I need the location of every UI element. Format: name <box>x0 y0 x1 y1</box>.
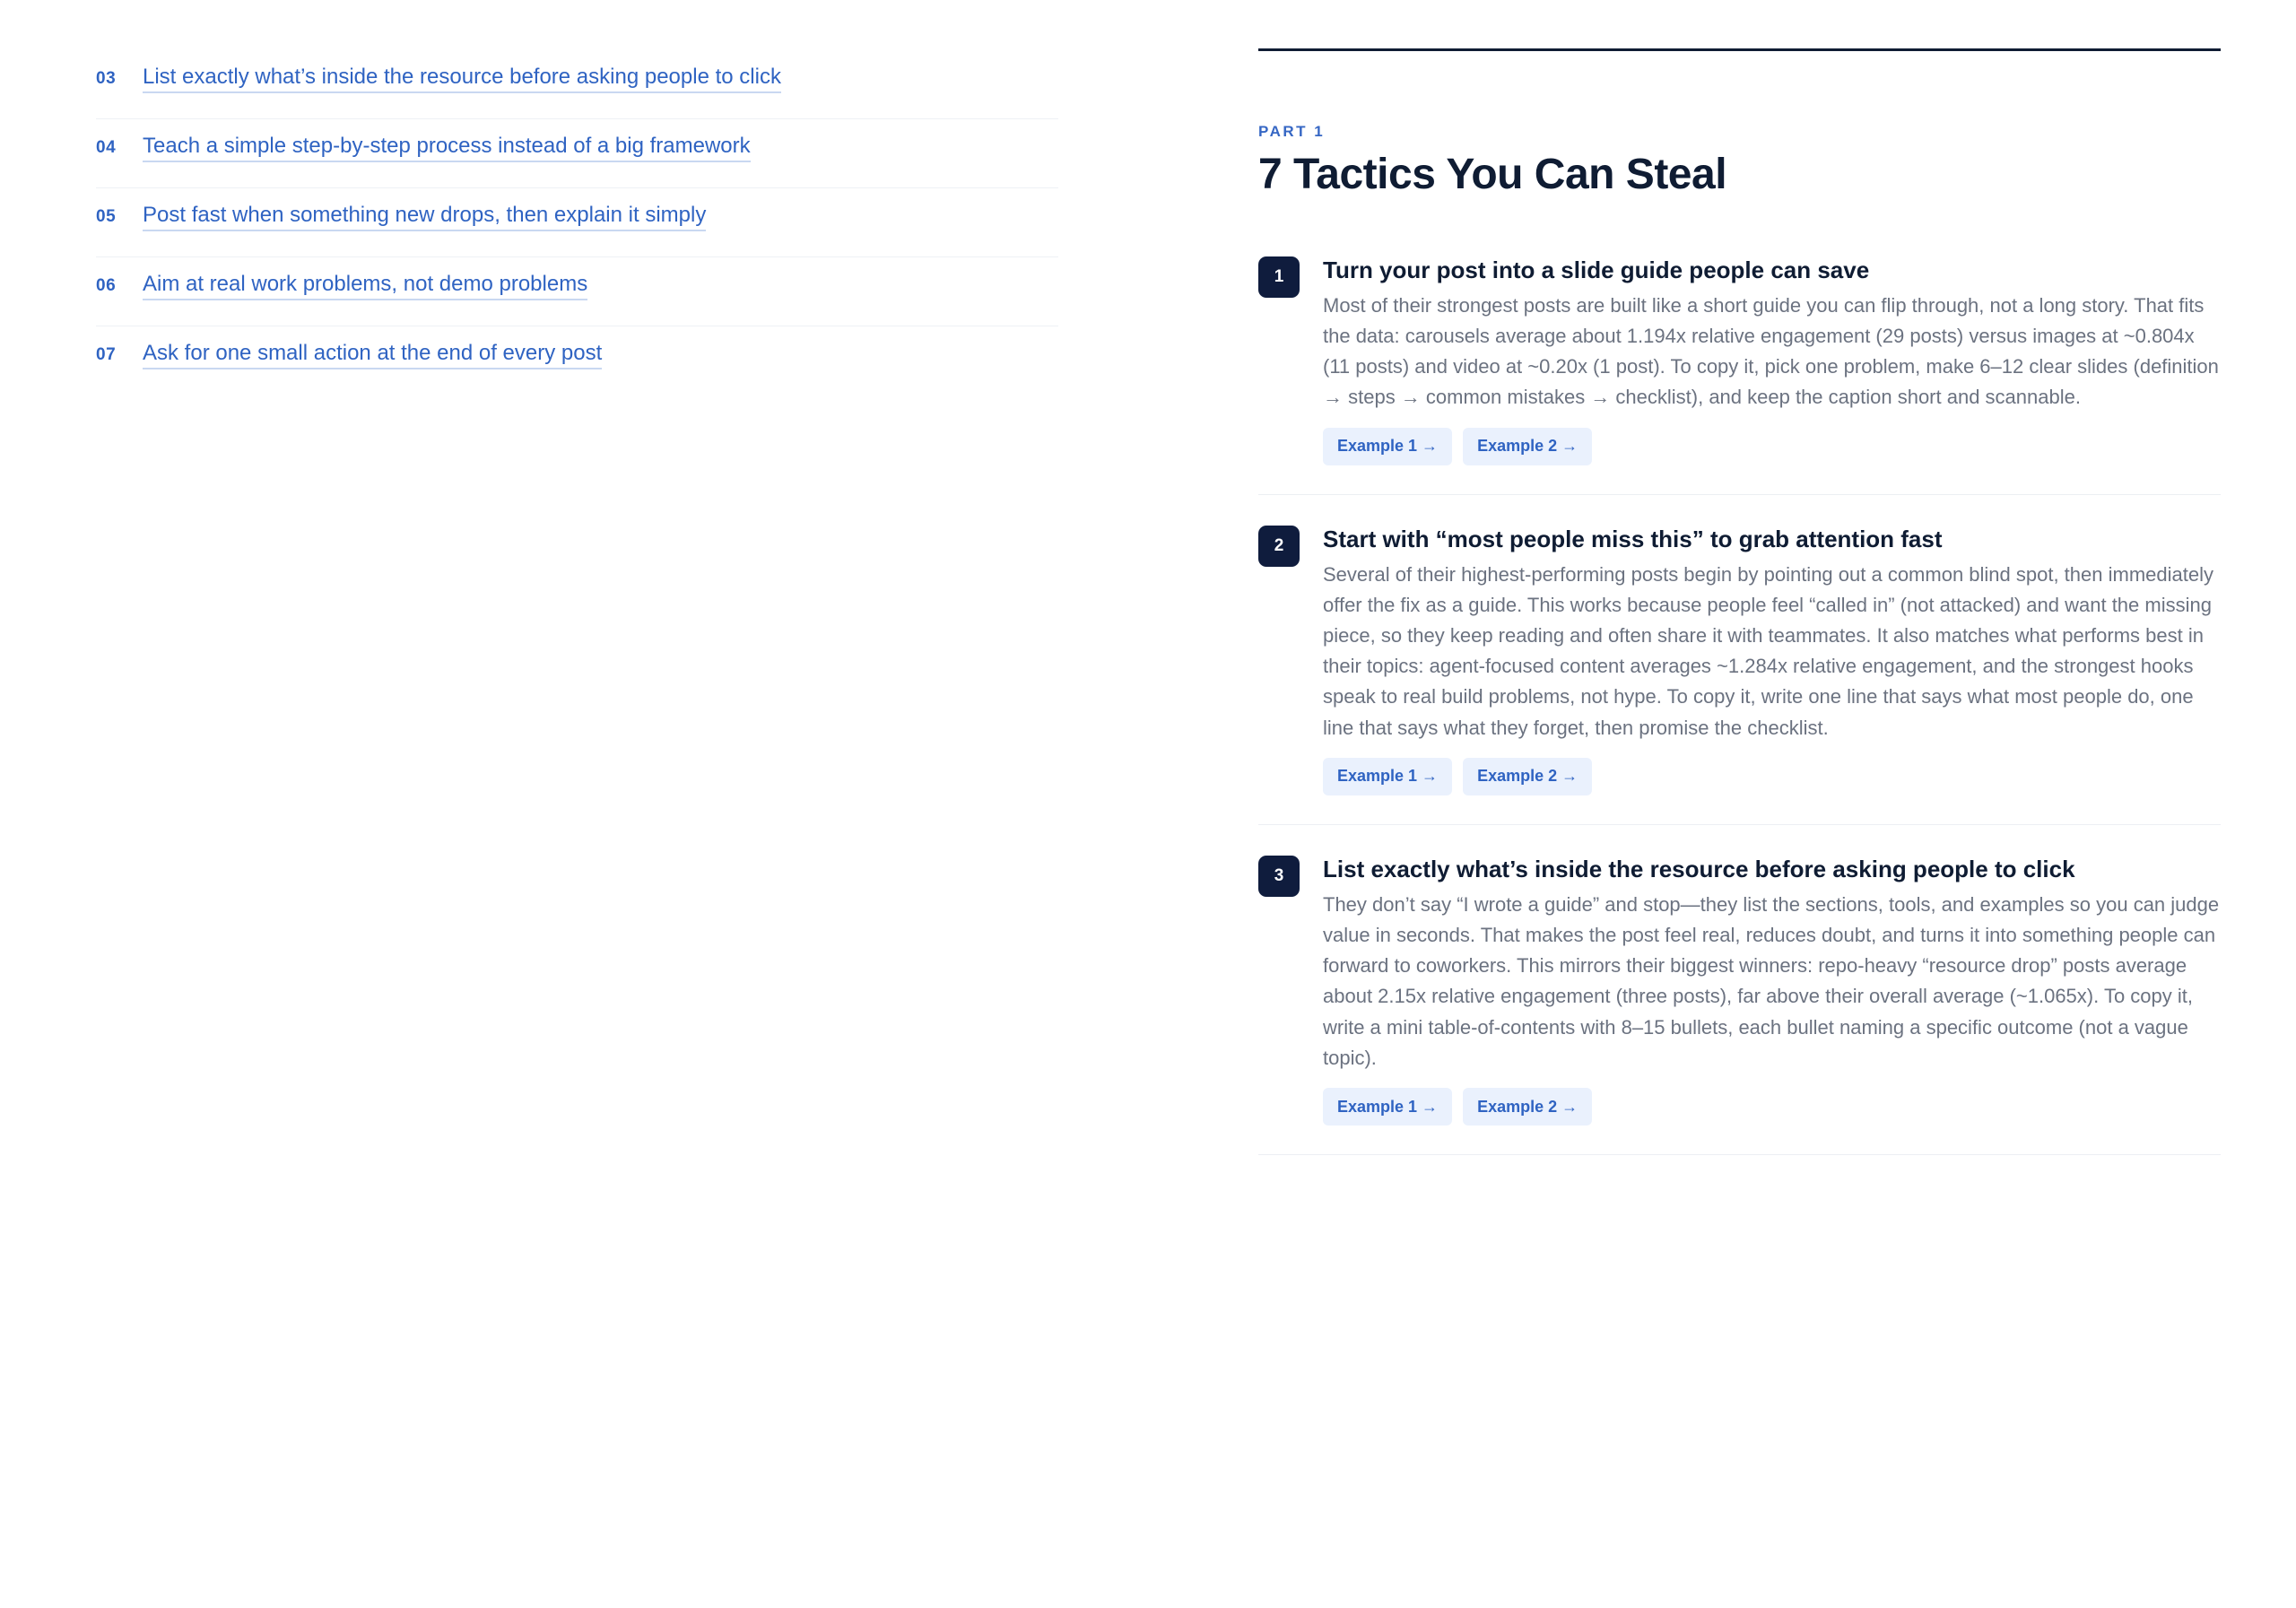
example-links <box>1323 758 2221 795</box>
example-2-button[interactable]: Example 2 → <box>1463 428 1592 465</box>
tactic-number-badge: 2 <box>1258 526 1300 567</box>
tactic-number-badge: 3 <box>1258 856 1300 897</box>
tactic-title: List exactly what’s inside the resource before asking people to click <box>1323 855 2075 882</box>
toc-item-number: 06 <box>96 276 117 295</box>
tactic-body <box>1323 854 2221 1126</box>
example-1-button[interactable]: Example 1 → <box>1323 428 1452 465</box>
top-divider <box>1258 48 2221 51</box>
toc-item-number: 05 <box>96 207 117 226</box>
tactic-description: Most of their strongest posts are built like a short guide you can flip through, not a long story. That fits the data: carousels average about 1.194x relative engagement (29 posts) versus images at ~0.804x (11 posts) and video at ~0.20x (1 post). To copy it, pick one problem, make 6–12 clear slides (definition → steps → common mistakes → checklist), and keep the caption short and scannable. <box>1323 293 2219 409</box>
toc-item[interactable] <box>96 188 1058 257</box>
toc-item[interactable] <box>96 50 1058 119</box>
tactic-description: Several of their highest-performing posts begin by pointing out a common blind spot, then immediately offer the fix as a guide. This works because people feel “called in” (not attacked) and want the missing piece, so they keep reading and often share it with teammates. It also matches what performs best in their topics: agent-focused content averages ~1.284x relative engagement, and the strongest hooks speak to real build problems, not hype. To copy it, write one line that says what most people do, one line that says what they forget, then promise the checklist. <box>1323 562 2213 739</box>
article-main <box>1258 48 2221 1184</box>
tactics-list <box>1258 255 2221 1155</box>
example-1-button[interactable]: Example 1 → <box>1323 758 1452 795</box>
toc-item-link[interactable]: Post fast when something new drops, then explain it simply <box>143 203 706 231</box>
tactic-description: They don’t say “I wrote a guide” and stop—they list the sections, tools, and examples so you can judge value in seconds. That makes the post feel real, reduces doubt, and turns it into something people can forward to coworkers. This mirrors their biggest winners: repo-heavy “resource drop” posts average about 2.15x relative engagement (three posts), far above their overall average (~1.065x). To copy it, write a mini table-of-contents with 8–15 bullets, each bullet naming a specific outcome (not a vague topic). <box>1323 892 2220 1069</box>
toc-item-number: 04 <box>96 138 117 157</box>
toc-item[interactable] <box>96 326 1058 395</box>
part-label: PART 1 <box>1258 123 1326 140</box>
example-1-button[interactable]: Example 1 → <box>1323 1088 1452 1126</box>
example-links <box>1323 1088 2221 1126</box>
toc-item-link[interactable]: Ask for one small action at the end of every post <box>143 341 602 369</box>
tactic-item <box>1258 524 2221 825</box>
tactic-body <box>1323 524 2221 795</box>
tactic-body <box>1323 255 2221 465</box>
toc-item-number: 07 <box>96 345 117 364</box>
table-of-contents <box>96 50 1058 395</box>
tactic-item <box>1258 854 2221 1155</box>
tactic-number-badge: 1 <box>1258 256 1300 298</box>
page-title: 7 Tactics You Can Steal <box>1258 151 1727 198</box>
toc-item-link[interactable]: Teach a simple step-by-step process instead of a big framework <box>143 134 751 162</box>
toc-item[interactable] <box>96 257 1058 326</box>
toc-item-link[interactable]: List exactly what’s inside the resource before asking people to click <box>143 65 781 93</box>
example-2-button[interactable]: Example 2 → <box>1463 758 1592 795</box>
toc-item-link[interactable]: Aim at real work problems, not demo problems <box>143 272 587 300</box>
tactic-title: Start with “most people miss this” to grab attention fast <box>1323 525 1943 552</box>
example-links <box>1323 428 2221 465</box>
example-2-button[interactable]: Example 2 → <box>1463 1088 1592 1126</box>
toc-item[interactable] <box>96 119 1058 188</box>
tactic-title: Turn your post into a slide guide people can save <box>1323 256 1870 283</box>
tactic-item <box>1258 255 2221 495</box>
toc-item-number: 03 <box>96 69 117 88</box>
